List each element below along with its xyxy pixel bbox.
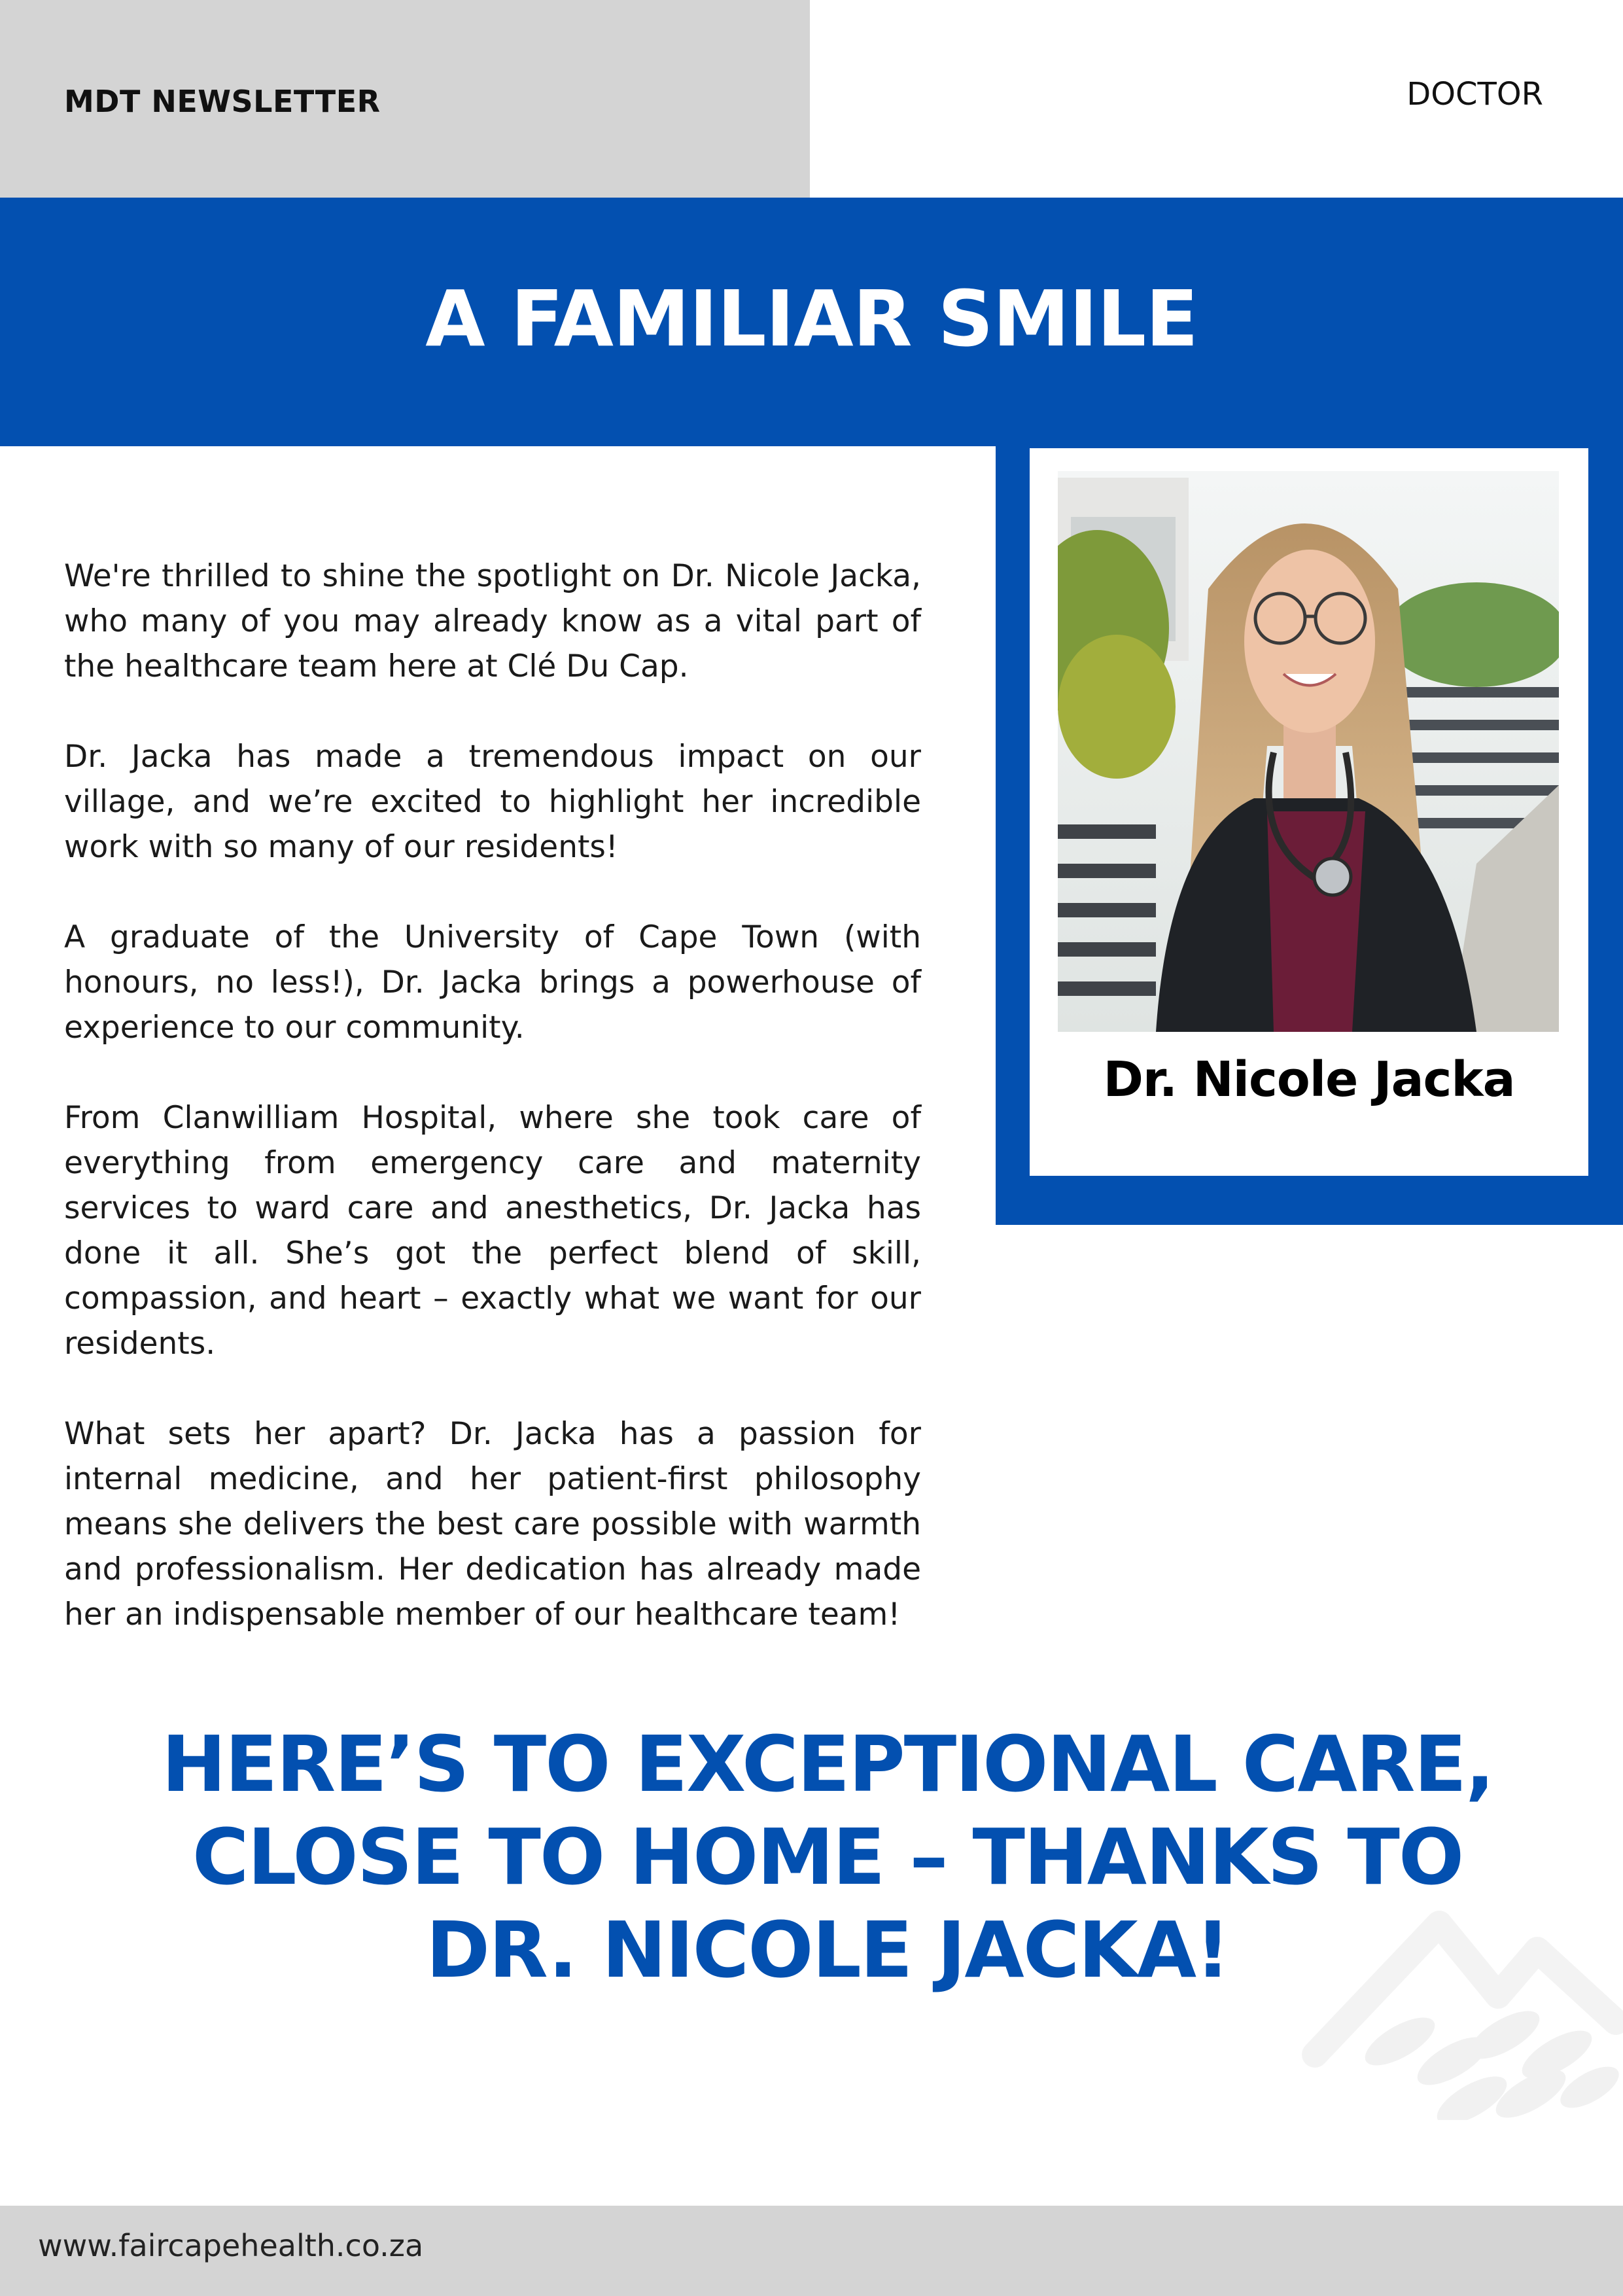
closing-line: CLOSE TO HOME – THANKS TO: [192, 1812, 1463, 1902]
article-paragraph: What sets her apart? Dr. Jacka has a passion for internal medicine, and her patient-first philosophy means she delivers the best care possible with warmth and professionalism. Her dedication has already made her an indispensable member of our healthcare team!: [64, 1416, 921, 1633]
page-title: A FAMILIAR SMILE: [425, 274, 1198, 364]
article-paragraph: Dr. Jacka has made a tremendous impact on our village, and we’re excited to highlight her incredible work with so many of our residents!: [64, 739, 921, 865]
closing-line: HERE’S TO EXCEPTIONAL CARE,: [162, 1719, 1493, 1809]
article-paragraph: We're thrilled to shine the spotlight on Dr. Nicole Jacka, who many of you may already know as a vital part of the healthcare team here at Clé Du Cap.: [64, 558, 921, 684]
closing-headline: [157, 1718, 1498, 1996]
photo-caption: Dr. Nicole Jacka: [1103, 1051, 1515, 1108]
newsletter-label: MDT NEWSLETTER: [64, 84, 381, 119]
profile-photo: [1058, 471, 1559, 1032]
article-body: [64, 554, 921, 1682]
closing-line: DR. NICOLE JACKA!: [426, 1905, 1229, 1995]
decorative-stethoscope-watermark: [1302, 1891, 1623, 2120]
article-paragraph: From Clanwilliam Hospital, where she took care of everything from emergency care and maternity services to ward care and anesthetics, Dr. Jacka has done it all. She’s got the perfect blend of skill, compassion, and heart – exactly what we want for our residents.: [64, 1100, 921, 1362]
article-paragraph: A graduate of the University of Cape Town (with honours, no less!), Dr. Jacka brings a powerhouse of experience to our community.: [64, 919, 921, 1046]
category-label: DOCTOR: [1406, 76, 1543, 113]
footer-website-link[interactable]: www.faircapehealth.co.za: [38, 2228, 424, 2263]
